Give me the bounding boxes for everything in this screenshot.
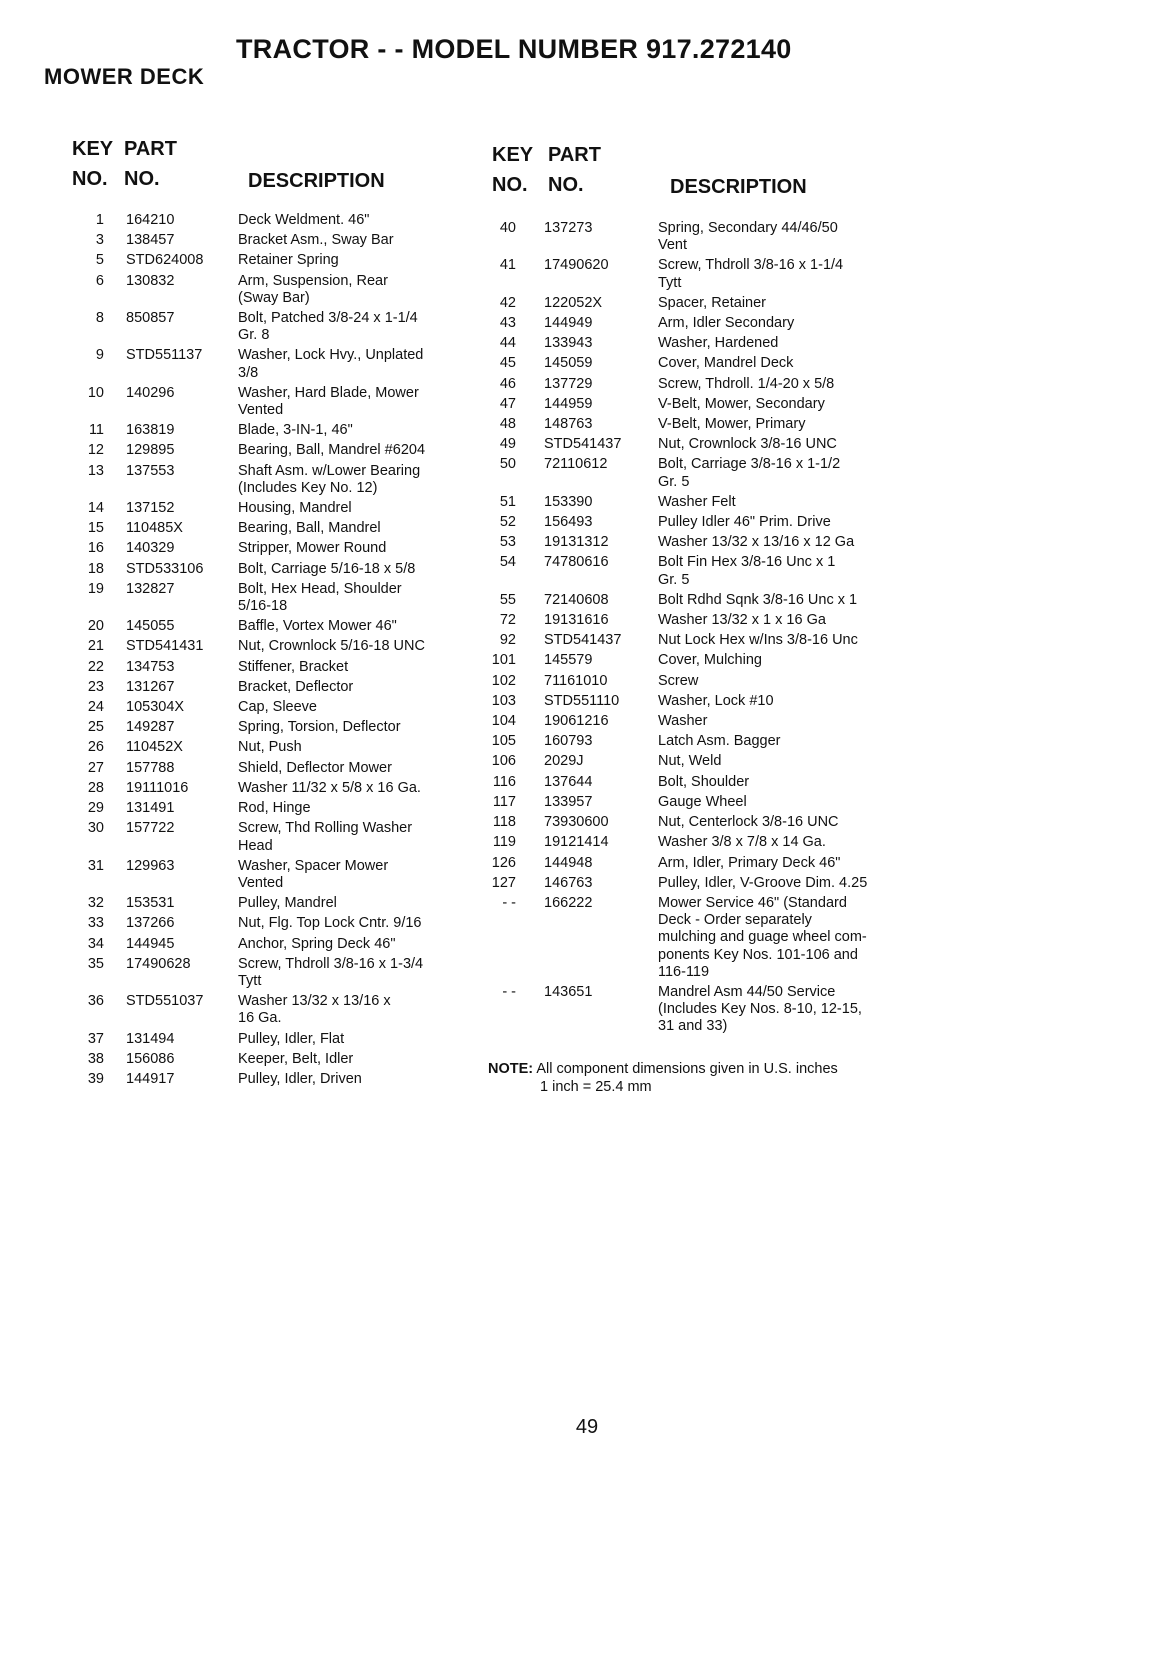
part-description: Spacer, Retainer — [658, 294, 767, 311]
part-description: Washer 13/32 x 1 x 16 Ga — [658, 612, 826, 629]
key-number: 50 — [499, 456, 516, 473]
part-description: Blade, 3-IN-1, 46" — [238, 422, 353, 439]
part-description: Gauge Wheel — [658, 793, 747, 810]
part-row — [72, 936, 492, 953]
parts-list-left — [72, 212, 492, 1088]
part-description: Nut, Crownlock 5/16-18 UNC — [238, 638, 425, 655]
key-number: 18 — [87, 560, 104, 577]
part-number: 137266 — [126, 915, 175, 932]
part-row — [72, 520, 492, 537]
part-number: 110452X — [126, 739, 183, 756]
part-row — [72, 699, 492, 716]
part-row — [488, 514, 928, 531]
key-number: 46 — [499, 375, 516, 392]
part-number: STD624008 — [126, 252, 204, 269]
part-description: Washer — [658, 713, 708, 730]
part-description: Nut, Weld — [658, 753, 722, 770]
parts-list-right — [488, 220, 928, 1036]
part-row — [488, 592, 928, 609]
part-number: 145579 — [544, 652, 593, 669]
part-row — [488, 814, 928, 831]
key-number: 23 — [87, 678, 104, 695]
part-row — [488, 652, 928, 669]
part-number: 153390 — [544, 493, 593, 510]
part-row — [72, 679, 492, 696]
part-number: 72140608 — [544, 591, 609, 608]
part-description: Bracket, Deflector — [238, 678, 354, 695]
part-row — [72, 659, 492, 676]
part-number: 157788 — [126, 759, 175, 776]
part-number: 71161010 — [544, 672, 608, 689]
part-row — [72, 347, 492, 381]
part-number: 144949 — [544, 315, 593, 332]
key-number: 19 — [87, 580, 104, 597]
part-row — [488, 753, 928, 770]
key-number: 15 — [87, 520, 104, 537]
part-description: Nut, Flg. Top Lock Cntr. 9/16 — [238, 915, 422, 932]
key-number: 53 — [499, 534, 516, 551]
part-description: Washer, Hard Blade, Mower Vented — [238, 384, 419, 419]
part-description: Washer Felt — [658, 493, 736, 510]
part-number: 17490628 — [126, 955, 191, 972]
part-row — [488, 834, 928, 851]
key-number: 20 — [87, 618, 104, 635]
part-description: Retainer Spring — [238, 252, 339, 269]
key-header: KEY — [72, 138, 114, 160]
column-header — [488, 144, 928, 220]
key-number: 41 — [499, 257, 516, 274]
part-description: V-Belt, Mower, Secondary — [658, 395, 825, 412]
part-number: 144945 — [126, 935, 175, 952]
part-row — [488, 855, 928, 872]
part-description: Nut, Crownlock 3/8-16 UNC — [658, 436, 837, 453]
parts-column-left — [72, 136, 492, 1091]
part-description: Cover, Mandrel Deck — [658, 355, 794, 372]
part-row — [488, 875, 928, 892]
key-number: 38 — [87, 1050, 104, 1067]
part-description: Shield, Deflector Mower — [238, 759, 392, 776]
key-number: 47 — [499, 395, 516, 412]
part-row — [72, 1031, 492, 1048]
part-description: Housing, Mandrel — [238, 500, 352, 517]
part-row — [72, 463, 492, 497]
key-number: 45 — [499, 355, 516, 372]
part-description: Bolt, Patched 3/8-24 x 1-1/4 Gr. 8 — [238, 310, 418, 344]
part-row — [488, 376, 928, 393]
part-row — [488, 335, 928, 352]
part-description: Cover, Mulching — [658, 652, 762, 669]
key-number: 37 — [87, 1030, 104, 1047]
part-row — [72, 638, 492, 655]
key-no-header: NO. — [492, 174, 528, 196]
key-header: KEY — [492, 144, 534, 166]
part-number: 19131312 — [544, 534, 609, 551]
key-number: 39 — [87, 1070, 104, 1087]
part-description: Bearing, Ball, Mandrel — [238, 520, 381, 537]
part-number: 131267 — [126, 678, 175, 695]
key-number: 22 — [87, 658, 104, 675]
part-row — [488, 396, 928, 413]
part-description: Nut Lock Hex w/Ins 3/8-16 Unc — [658, 632, 858, 649]
part-row — [488, 416, 928, 433]
key-number: 43 — [499, 315, 516, 332]
part-row — [72, 956, 492, 990]
key-number: 72 — [499, 612, 516, 629]
section-title: MOWER DECK — [44, 64, 205, 89]
key-number: 14 — [87, 500, 104, 517]
key-number: 32 — [87, 895, 104, 912]
part-row — [488, 794, 928, 811]
part-row — [488, 257, 928, 291]
part-row — [72, 273, 492, 307]
part-description: Latch Asm. Bagger — [658, 733, 781, 750]
part-description: Washer, Lock Hvy., Unplated 3/8 — [238, 347, 424, 381]
part-number: 19121414 — [544, 834, 609, 851]
part-number: 17490620 — [544, 257, 609, 274]
part-description: Bolt, Carriage 3/8-16 x 1-1/2 Gr. 5 — [658, 456, 841, 490]
part-row — [488, 895, 928, 981]
part-description: Washer, Spacer Mower Vented — [238, 857, 389, 891]
key-number: 106 — [491, 753, 516, 770]
part-number: 19061216 — [544, 713, 609, 730]
part-number: STD551037 — [126, 993, 204, 1010]
part-description: Bolt, Shoulder — [658, 773, 750, 790]
part-description: Stiffener, Bracket — [238, 658, 349, 675]
part-description: Baffle, Vortex Mower 46" — [238, 618, 397, 635]
part-row — [72, 780, 492, 797]
part-number: 133943 — [544, 335, 593, 352]
key-number: 11 — [88, 422, 104, 439]
key-number: 29 — [87, 800, 104, 817]
part-description: Keeper, Belt, Idler — [238, 1050, 354, 1067]
part-row — [488, 315, 928, 332]
part-description: Spring, Torsion, Deflector — [238, 719, 401, 736]
part-number: 140296 — [126, 384, 175, 401]
part-description: Washer 11/32 x 5/8 x 16 Ga. — [238, 779, 421, 796]
part-description: Bearing, Ball, Mandrel #6204 — [238, 442, 426, 459]
key-number: 3 — [95, 232, 104, 249]
key-number: 35 — [87, 955, 104, 972]
part-description: Bolt, Carriage 5/16-18 x 5/8 — [238, 560, 416, 577]
part-description: Arm, Idler Secondary — [658, 315, 795, 332]
part-number: 166222 — [544, 894, 593, 911]
part-row — [72, 581, 492, 615]
part-number: STD533106 — [126, 560, 204, 577]
key-number: 24 — [87, 699, 104, 716]
key-number: 52 — [499, 514, 516, 531]
part-description: Shaft Asm. w/Lower Bearing (Includes Key No. 12) — [238, 462, 421, 496]
part-number: 19111016 — [126, 779, 189, 796]
part-number: 850857 — [126, 310, 175, 327]
key-number: 30 — [87, 820, 104, 837]
part-number: STD551110 — [544, 692, 620, 709]
part-number: 72110612 — [544, 456, 608, 473]
key-number: 44 — [499, 335, 516, 352]
part-row — [488, 693, 928, 710]
key-number: 117 — [492, 793, 516, 810]
part-number: 138457 — [126, 232, 175, 249]
part-description: Arm, Idler, Primary Deck 46" — [658, 854, 841, 871]
part-row — [72, 252, 492, 269]
key-number: 6 — [95, 272, 104, 289]
key-number: 25 — [87, 719, 104, 736]
part-number: 74780616 — [544, 554, 609, 571]
part-row — [72, 993, 492, 1027]
part-row — [488, 220, 928, 254]
part-description: Spring, Secondary 44/46/50 Vent — [658, 220, 838, 254]
part-row — [72, 540, 492, 557]
part-number: 164210 — [126, 212, 175, 228]
part-description: Cap, Sleeve — [238, 699, 317, 716]
key-number: 48 — [499, 416, 516, 433]
part-description: Bolt, Hex Head, Shoulder 5/16-18 — [238, 580, 402, 615]
page-title: TRACTOR - - MODEL NUMBER 917.272140 — [236, 34, 792, 64]
part-row — [72, 1071, 492, 1088]
part-number: 144959 — [544, 395, 593, 412]
part-row — [488, 984, 928, 1036]
key-number: 36 — [87, 993, 104, 1010]
part-number: 133957 — [544, 793, 593, 810]
part-number: 131494 — [126, 1030, 175, 1047]
part-row — [488, 774, 928, 791]
part-row — [488, 456, 928, 490]
key-number: 92 — [499, 632, 516, 649]
part-description: Pulley Idler 46" Prim. Drive — [658, 514, 831, 531]
key-number: 10 — [87, 384, 104, 401]
part-row — [72, 895, 492, 912]
part-number: 146763 — [544, 874, 593, 891]
part-description: Screw, Thdroll 3/8-16 x 1-1/4 Tytt — [658, 257, 844, 291]
part-number: 122052X — [544, 294, 603, 311]
part-number: STD541437 — [544, 632, 622, 649]
part-number: 145055 — [126, 618, 175, 635]
part-row — [488, 733, 928, 750]
part-number: 144917 — [126, 1070, 175, 1087]
part-row — [72, 739, 492, 756]
key-number: 26 — [87, 739, 104, 756]
part-number: STD551137 — [126, 347, 203, 364]
key-number: 116 — [492, 773, 516, 790]
part-row — [72, 561, 492, 578]
part-number: 137644 — [544, 773, 593, 790]
part-row — [488, 295, 928, 312]
part-number: 134753 — [126, 658, 175, 675]
key-number: 13 — [87, 462, 104, 479]
key-no-header: NO. — [72, 168, 108, 190]
part-number: 137152 — [126, 500, 175, 517]
part-description: Screw, Thdroll. 1/4-20 x 5/8 — [658, 375, 835, 392]
part-description: Mower Service 46" (Standard Deck - Order separately mulching and guage wheel com- ponents Key Nos. 101-106 and 116-119 — [658, 894, 867, 980]
part-row — [488, 436, 928, 453]
key-number: 42 — [499, 294, 516, 311]
part-description: Pulley, Mandrel — [238, 895, 337, 912]
part-row — [72, 858, 492, 892]
part-row — [488, 612, 928, 629]
key-number: 54 — [499, 554, 516, 571]
part-row — [72, 232, 492, 249]
part-number: 163819 — [126, 422, 175, 439]
key-number: 9 — [95, 347, 104, 364]
key-number: 101 — [491, 652, 516, 669]
part-no-header: NO. — [548, 174, 584, 196]
key-number: 119 — [492, 834, 516, 851]
part-description: Screw, Thdroll 3/8-16 x 1-3/4 Tytt — [238, 955, 424, 989]
key-number: 12 — [87, 442, 104, 459]
key-number: 5 — [95, 252, 104, 269]
part-row — [72, 820, 492, 854]
part-number: 130832 — [126, 272, 175, 289]
part-number: 132827 — [126, 580, 175, 597]
key-number: 40 — [499, 220, 516, 236]
part-row — [488, 355, 928, 372]
key-number: 102 — [491, 672, 516, 689]
part-description: Bolt Rdhd Sqnk 3/8-16 Unc x 1 — [658, 591, 858, 608]
part-row — [488, 494, 928, 511]
key-number: 28 — [87, 779, 104, 796]
part-description: Washer 13/32 x 13/16 x 12 Ga — [658, 534, 855, 551]
key-number: 51 — [499, 493, 516, 510]
part-no-header: NO. — [124, 168, 160, 190]
part-row — [72, 618, 492, 635]
part-number: 157722 — [126, 820, 175, 837]
part-number: 131491 — [126, 800, 175, 817]
key-number: 49 — [499, 436, 516, 453]
part-row — [488, 554, 928, 588]
part-number: 149287 — [126, 719, 175, 736]
part-description: Washer, Lock #10 — [658, 692, 774, 709]
key-number: 31 — [87, 857, 104, 874]
part-row — [72, 719, 492, 736]
part-row — [72, 915, 492, 932]
part-number: 2029J — [544, 753, 584, 770]
part-row — [72, 212, 492, 229]
part-number: 148763 — [544, 416, 593, 433]
key-number: 104 — [491, 713, 516, 730]
part-number: 110485X — [126, 520, 183, 537]
note-line-2: 1 inch = 25.4 mm — [540, 1079, 652, 1095]
part-row — [72, 310, 492, 344]
part-number: 145059 — [544, 355, 593, 372]
key-number: 103 — [491, 692, 516, 709]
part-number: 156086 — [126, 1050, 175, 1067]
key-number: 1 — [95, 212, 104, 228]
description-header: DESCRIPTION — [670, 176, 807, 198]
part-row — [488, 713, 928, 730]
part-row — [72, 422, 492, 439]
description-header: DESCRIPTION — [248, 170, 385, 192]
part-number: 156493 — [544, 514, 593, 531]
part-number: 160793 — [544, 733, 593, 750]
part-number: 140329 — [126, 540, 175, 557]
key-number: 127 — [491, 874, 516, 891]
column-header — [72, 136, 492, 212]
part-row — [488, 534, 928, 551]
key-number: 126 — [491, 854, 516, 871]
part-description: Mandrel Asm 44/50 Service (Includes Key Nos. 8-10, 12-15, 31 and 33) — [658, 983, 862, 1035]
part-number: STD541431 — [126, 638, 204, 655]
key-number: 21 — [87, 638, 104, 655]
key-number: - - — [502, 983, 516, 1000]
part-row — [488, 673, 928, 690]
part-row — [72, 800, 492, 817]
part-description: Pulley, Idler, Flat — [238, 1030, 345, 1047]
part-description: Arm, Suspension, Rear (Sway Bar) — [238, 272, 388, 306]
part-description: Bolt Fin Hex 3/8-16 Unc x 1 Gr. 5 — [658, 554, 836, 588]
part-description: Stripper, Mower Round — [238, 540, 387, 557]
key-number: 27 — [87, 759, 104, 776]
part-description: Screw — [658, 672, 699, 689]
key-number: 118 — [492, 814, 516, 831]
part-description: Nut, Centerlock 3/8-16 UNC — [658, 814, 839, 831]
part-number: 153531 — [126, 895, 175, 912]
part-description: Washer, Hardened — [658, 335, 779, 352]
part-description: V-Belt, Mower, Primary — [658, 416, 806, 433]
key-number: 33 — [87, 915, 104, 932]
part-row — [72, 442, 492, 459]
key-number: 34 — [87, 935, 104, 952]
note-label: NOTE: — [488, 1061, 534, 1077]
part-number: 137729 — [544, 375, 593, 392]
key-number: 8 — [95, 310, 104, 327]
page-number: 49 — [575, 1416, 599, 1438]
part-description: Anchor, Spring Deck 46" — [238, 935, 396, 952]
part-description: Nut, Push — [238, 739, 302, 756]
note-line-1: All component dimensions given in U.S. inches — [536, 1061, 838, 1077]
key-number: 105 — [491, 733, 516, 750]
part-number: 137273 — [544, 220, 593, 236]
part-number: 129895 — [126, 442, 175, 459]
part-header: PART — [548, 144, 601, 166]
part-number: 144948 — [544, 854, 593, 871]
part-row — [72, 1051, 492, 1068]
key-number: 16 — [87, 540, 104, 557]
part-description: Washer 13/32 x 13/16 x 16 Ga. — [238, 993, 391, 1027]
part-description: Screw, Thd Rolling Washer Head — [238, 820, 413, 854]
part-number: 19131616 — [544, 612, 609, 629]
part-description: Pulley, Idler, Driven — [238, 1070, 362, 1087]
key-number: - - — [502, 894, 516, 911]
part-number: 73930600 — [544, 814, 609, 831]
part-row — [72, 760, 492, 777]
part-description: Rod, Hinge — [238, 800, 311, 817]
part-number: STD541437 — [544, 436, 622, 453]
dimension-note — [488, 1060, 838, 1096]
part-row — [72, 500, 492, 517]
part-description: Deck Weldment. 46" — [238, 212, 370, 228]
parts-column-right — [488, 144, 928, 1039]
part-row — [72, 385, 492, 419]
part-row — [488, 632, 928, 649]
part-description: Bracket Asm., Sway Bar — [238, 232, 394, 249]
part-header: PART — [124, 138, 177, 160]
part-number: 129963 — [126, 857, 175, 874]
part-number: 143651 — [544, 983, 593, 1000]
key-number: 55 — [499, 591, 516, 608]
part-number: 105304X — [126, 699, 185, 716]
part-description: Washer 3/8 x 7/8 x 14 Ga. — [658, 834, 826, 851]
part-number: 137553 — [126, 462, 175, 479]
part-description: Pulley, Idler, V-Groove Dim. 4.25 — [658, 874, 868, 891]
